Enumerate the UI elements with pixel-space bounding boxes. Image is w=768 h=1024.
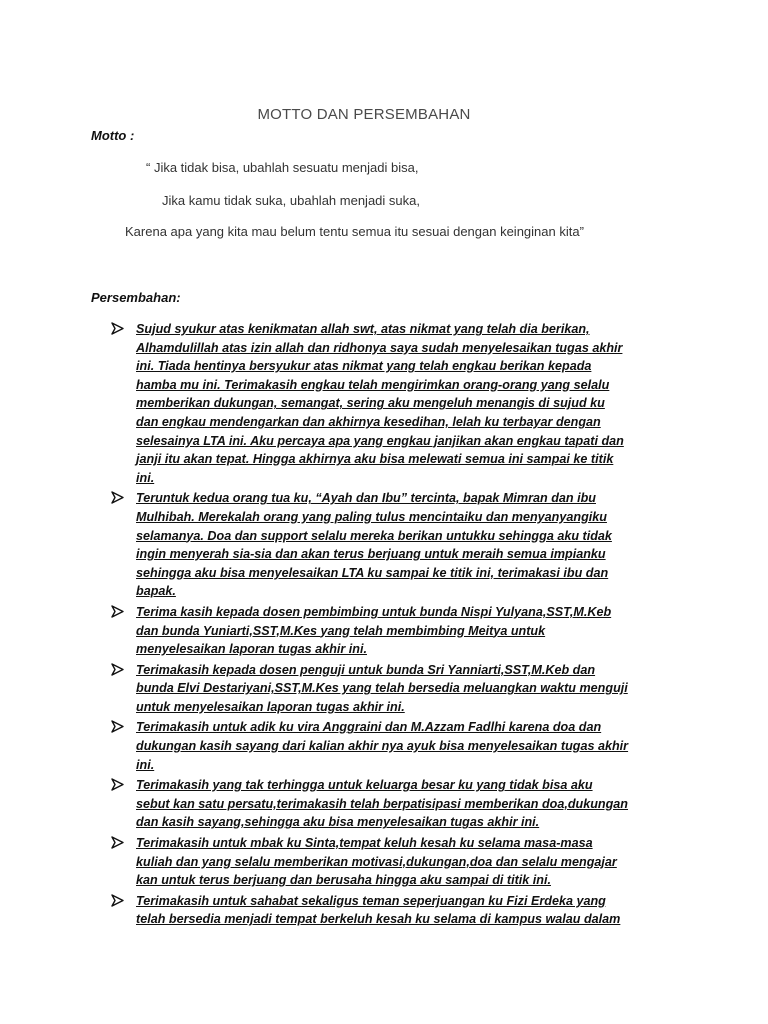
list-item-line: Terimakasih untuk adik ku vira Anggraini dan M.Azzam Fadlhi karena doa dan [136, 720, 602, 735]
dedication-list [109, 320, 689, 931]
list-item [109, 718, 689, 774]
list-item-line: menyelesaikan laporan tugas akhir ini. [136, 642, 367, 657]
arrow-bullet-icon [111, 778, 124, 794]
list-item-line: bunda Elvi Destariyani,SST,M.Kes yang telah bersedia meluangkan waktu menguji [136, 681, 628, 696]
list-item-line: Terimakasih untuk mbak ku Sinta,tempat keluh kesah ku selama masa-masa [136, 836, 593, 851]
list-item-line: Teruntuk kedua orang tua ku, “Ayah dan Ibu” tercinta, bapak Mimran dan ibu [136, 491, 596, 506]
list-item-line: kan untuk terus berjuang dan berusaha hingga aku sampai di titik ini. [136, 873, 551, 888]
list-item-line: hamba mu ini. Terimakasih engkau telah mengirimkan orang-orang yang selalu [136, 377, 610, 392]
list-item [109, 603, 689, 659]
list-item-line: memberikan dukungan, semangat, sering aku mengeluh menangis di sujud ku [136, 396, 605, 411]
list-item-line: kuliah dan yang selalu memberikan motivasi,dukungan,doa dan selalu mengajar [136, 854, 617, 869]
motto-line: Karena apa yang kita mau belum tentu semua itu sesuai dengan keinginan kita” [125, 224, 584, 239]
list-item-line: janji itu akan tepat. Hingga akhirnya aku bisa melewati semua ini sampai ke titik [136, 452, 614, 467]
list-item-line: dukungan kasih sayang dari kalian akhir nya ayuk bisa menyelesaikan tugas akhir [136, 739, 629, 754]
list-item-line: ingin menyerah sia-sia dan akan terus berjuang untuk meraih semua impianku [136, 547, 606, 562]
list-item-line: Mulhibah. Merekalah orang yang paling tulus mencintaiku dan menyanyangiku [136, 509, 607, 524]
arrow-bullet-icon [111, 720, 124, 736]
arrow-bullet-icon [111, 663, 124, 679]
list-item [109, 320, 689, 487]
arrow-bullet-icon [111, 491, 124, 507]
list-item-line: dan engkau mendengarkan dan akhirnya kesedihan, lelah ku terbayar dengan [136, 414, 601, 429]
list-item-line: Sujud syukur atas kenikmatan allah swt, atas nikmat yang telah dia berikan, [136, 322, 590, 336]
list-item-line: untuk menyelesaikan laporan tugas akhir ini. [136, 699, 405, 714]
list-item-line: sehingga aku bisa menyelesaikan LTA ku sampai ke titik ini, terimakasi ibu dan [136, 565, 609, 580]
arrow-bullet-icon [111, 894, 124, 910]
arrow-bullet-icon [111, 605, 124, 621]
list-item [109, 834, 689, 890]
list-item-line: Terima kasih kepada dosen pembimbing untuk bunda Nispi Yulyana,SST,M.Keb [136, 604, 612, 619]
list-item-line: Alhamdulillah atas izin allah dan ridhonya saya sudah menyelesaikan tugas akhir [136, 340, 623, 355]
list-item-line: dan kasih sayang,sehingga aku bisa menyelesaikan tugas akhir ini. [136, 815, 540, 830]
list-item [109, 489, 689, 601]
list-item-line: ini. [136, 470, 155, 485]
list-item-line: selesainya LTA ini. Aku percaya apa yang engkau janjikan akan engkau tapati dan [136, 433, 624, 448]
page-title: MOTTO DAN PERSEMBAHAN [257, 106, 471, 123]
motto-line: “ Jika tidak bisa, ubahlah sesuatu menjadi bisa, [146, 160, 419, 175]
list-item-line: Terimakasih yang tak terhingga untuk keluarga besar ku yang tidak bisa aku [136, 778, 593, 793]
arrow-bullet-icon [111, 322, 124, 338]
list-item-line: dan bunda Yuniarti,SST,M.Kes yang telah membimbing Meitya untuk [136, 623, 546, 638]
list-item-line: bapak. [136, 584, 176, 599]
list-item-line: ini. Tiada hentinya bersyukur atas nikmat yang telah engkau berikan kepada [136, 359, 592, 374]
list-item-line: telah bersedia menjadi tempat berkeluh kesah ku selama di kampus walau dalam [136, 912, 621, 927]
list-item [109, 661, 689, 717]
list-item-line: ini. [136, 757, 155, 772]
list-item-line: Terimakasih kepada dosen penguji untuk bunda Sri Yanniarti,SST,M.Keb dan [136, 662, 596, 677]
motto-label: Motto : [91, 128, 135, 143]
list-item-line: Terimakasih untuk sahabat sekaligus teman seperjuangan ku Fizi Erdeka yang [136, 893, 606, 908]
persembahan-label: Persembahan: [91, 290, 181, 305]
list-item-line: sebut kan satu persatu,terimakasih telah berpatisipasi memberikan doa,dukungan [136, 796, 629, 811]
motto-line: Jika kamu tidak suka, ubahlah menjadi suka, [162, 193, 420, 208]
list-item [109, 892, 689, 929]
arrow-bullet-icon [111, 836, 124, 852]
list-item [109, 776, 689, 832]
list-item-line: selamanya. Doa dan support selalu mereka berikan untukku sehingga aku tidak [136, 528, 612, 543]
